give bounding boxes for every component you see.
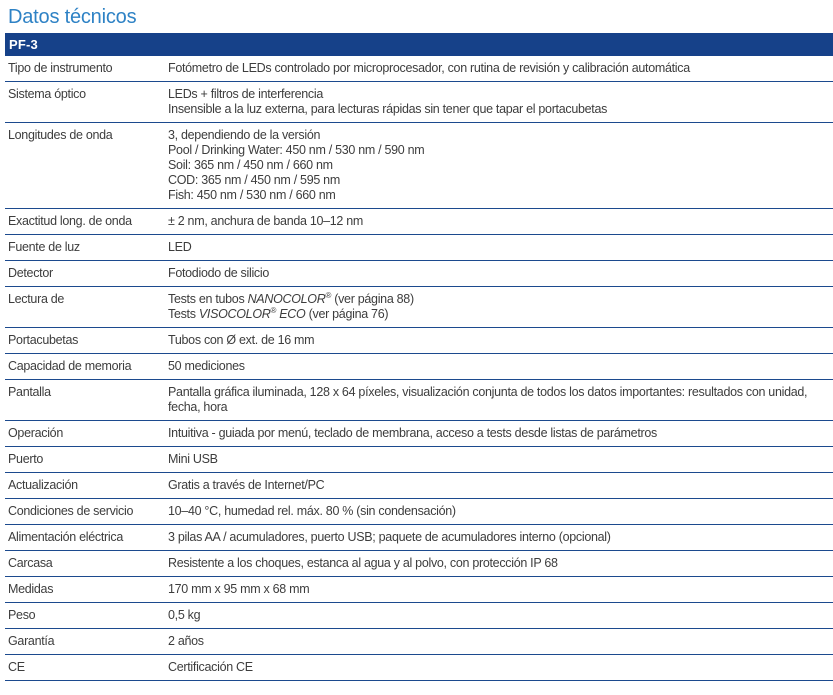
spec-row: [5, 209, 833, 235]
spec-value: [168, 333, 833, 348]
spec-label: Alimentación eléctrica: [8, 530, 123, 544]
spec-value: [168, 504, 833, 519]
spec-row: [5, 525, 833, 551]
spec-label: Fuente de luz: [8, 240, 80, 254]
spec-value-line: COD: 365 nm / 450 nm / 595 nm: [168, 173, 340, 187]
spec-value-line: Certificación CE: [168, 660, 253, 674]
spec-row: [5, 473, 833, 499]
spec-row: [5, 629, 833, 655]
spec-table: [5, 33, 833, 681]
spec-value: [168, 61, 833, 76]
spec-value: [168, 452, 833, 467]
spec-value-line: Fotodiodo de silicio: [168, 266, 270, 280]
spec-value: [168, 478, 833, 493]
spec-value-line: ± 2 nm, anchura de banda 10–12 nm: [168, 214, 364, 228]
spec-value-line: 3 pilas AA / acumuladores, puerto USB; paquete de acumuladores interno (opcional): [168, 530, 611, 544]
spec-value-line: fecha, hora: [168, 400, 228, 414]
spec-value-line: 10–40 °C, humedad rel. máx. 80 % (sin condensación): [168, 504, 456, 518]
spec-rows-container: [5, 56, 833, 681]
spec-row: [5, 328, 833, 354]
spec-value-line: Mini USB: [168, 452, 218, 466]
spec-value-line: LED: [168, 240, 192, 254]
spec-label: Pantalla: [8, 385, 51, 399]
spec-row: [5, 655, 833, 681]
spec-label: Capacidad de memoria: [8, 359, 132, 373]
spec-row: [5, 82, 833, 123]
spec-value-line: Fotómetro de LEDs controlado por microprocesador, con rutina de revisión y calibración automática: [168, 61, 690, 75]
spec-value: [168, 426, 833, 441]
spec-value-line: Insensible a la luz externa, para lecturas rápidas sin tener que tapar el portacubetas: [168, 102, 608, 116]
spec-row: [5, 421, 833, 447]
spec-value-line: Fish: 450 nm / 530 nm / 660 nm: [168, 188, 336, 202]
spec-label: Puerto: [8, 452, 44, 466]
spec-label: CE: [8, 660, 25, 674]
spec-value-line: Pool / Drinking Water: 450 nm / 530 nm / 590 nm: [168, 143, 425, 157]
spec-value: [168, 87, 833, 117]
spec-row: [5, 577, 833, 603]
spec-value-line: Tests en tubos NANOCOLOR® (ver página 88): [168, 290, 414, 306]
spec-value: [168, 608, 833, 623]
spec-label: Exactitud long. de onda: [8, 214, 132, 228]
spec-value: [168, 385, 833, 415]
spec-label: Sistema óptico: [8, 87, 86, 101]
spec-label: Portacubetas: [8, 333, 79, 347]
spec-row: [5, 380, 833, 421]
spec-row: [5, 261, 833, 287]
spec-value: [168, 128, 833, 203]
spec-value-line: 50 mediciones: [168, 359, 245, 373]
spec-value: [168, 582, 833, 597]
spec-value-line: 0,5 kg: [168, 608, 201, 622]
spec-value-line: Pantalla gráfica iluminada, 128 x 64 píxeles, visualización conjunta de todos los datos importantes: resultados con unidad,: [168, 385, 808, 399]
spec-row: [5, 56, 833, 82]
spec-row: [5, 551, 833, 577]
page-title: Datos técnicos: [8, 6, 137, 28]
spec-value-line: 170 mm x 95 mm x 68 mm: [168, 582, 310, 596]
spec-value: [168, 359, 833, 374]
spec-row: [5, 235, 833, 261]
spec-value-line: Tubos con Ø ext. de 16 mm: [168, 333, 315, 347]
spec-row: [5, 447, 833, 473]
spec-row: [5, 499, 833, 525]
spec-label: Carcasa: [8, 556, 53, 570]
spec-value-line: LEDs + filtros de interferencia: [168, 87, 324, 101]
spec-value: [168, 634, 833, 649]
spec-label: Condiciones de servicio: [8, 504, 134, 518]
table-header-model: PF-3: [5, 33, 833, 56]
spec-value: [168, 660, 833, 675]
spec-label: Actualización: [8, 478, 78, 492]
spec-value: [168, 240, 833, 255]
spec-label: Medidas: [8, 582, 54, 596]
spec-value-line: Soil: 365 nm / 450 nm / 660 nm: [168, 158, 333, 172]
spec-label: Lectura de: [8, 292, 65, 306]
spec-row: [5, 287, 833, 328]
spec-value-line: Intuitiva - guiada por menú, teclado de membrana, acceso a tests desde listas de parámetros: [168, 426, 657, 440]
spec-value: [168, 266, 833, 281]
spec-label: Longitudes de onda: [8, 128, 113, 142]
spec-value: [168, 530, 833, 545]
spec-value-line: 3, dependiendo de la versión: [168, 128, 321, 142]
spec-row: [5, 354, 833, 380]
spec-row: [5, 603, 833, 629]
spec-value-line: 2 años: [168, 634, 204, 648]
spec-value-line: Tests VISOCOLOR® ECO (ver página 76): [168, 305, 389, 321]
spec-label: Peso: [8, 608, 36, 622]
spec-value-line: Gratis a través de Internet/PC: [168, 478, 325, 492]
spec-label: Operación: [8, 426, 63, 440]
spec-label: Garantía: [8, 634, 55, 648]
spec-label: Tipo de instrumento: [8, 61, 113, 75]
spec-value: [168, 214, 833, 229]
spec-label: Detector: [8, 266, 53, 280]
spec-row: [5, 123, 833, 209]
spec-value-line: Resistente a los choques, estanca al agua y al polvo, con protección IP 68: [168, 556, 558, 570]
spec-value: [168, 292, 833, 322]
spec-value: [168, 556, 833, 571]
